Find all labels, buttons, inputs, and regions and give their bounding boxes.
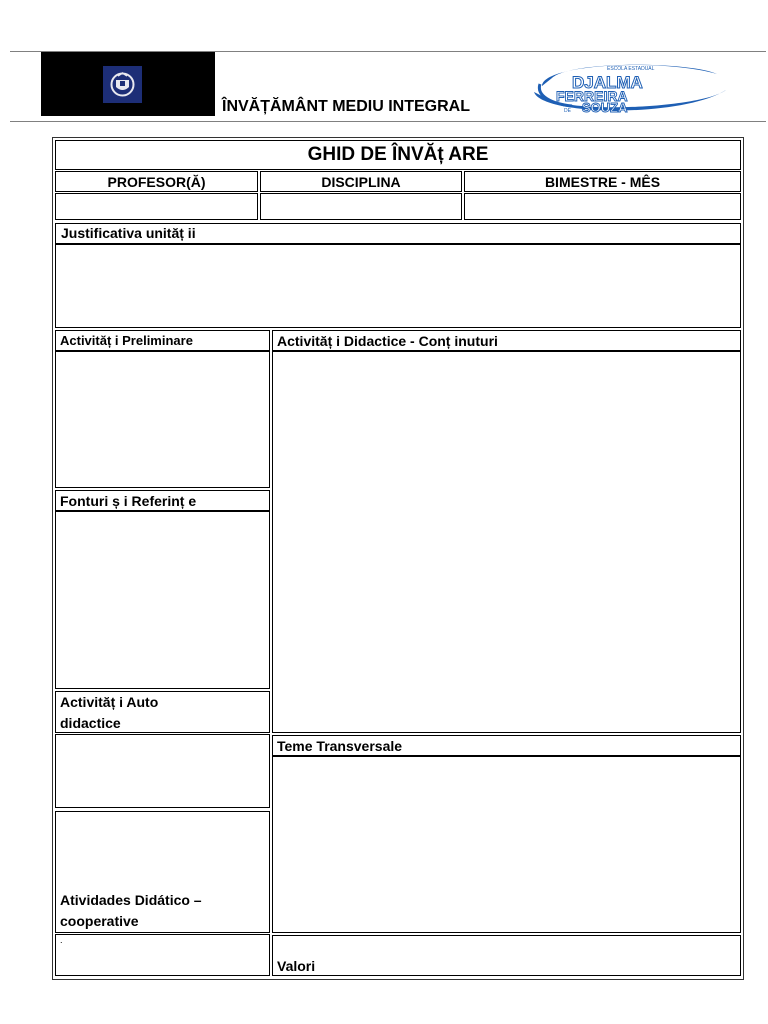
preliminare-header bbox=[55, 330, 270, 351]
school-logo-word-souza: SOUZA bbox=[582, 100, 628, 115]
form-title bbox=[55, 140, 741, 170]
valori-label: Valori bbox=[277, 958, 316, 974]
column-header-profesor bbox=[55, 171, 258, 192]
column-header-bimestre-label: BIMESTRE - MÊS bbox=[544, 173, 661, 190]
preliminare-field[interactable] bbox=[55, 351, 270, 488]
teme-header bbox=[272, 735, 741, 756]
school-logo-word-ferreira: FERREIRA bbox=[556, 88, 628, 104]
teme-field[interactable] bbox=[272, 756, 741, 933]
fonturi-label: Fonturi ș i Referinț e bbox=[60, 493, 197, 509]
header-bottom-rule bbox=[10, 121, 766, 122]
teme-label: Teme Transversale bbox=[277, 738, 403, 754]
column-header-disciplina-label: DISCIPLINA bbox=[321, 173, 401, 190]
column-header-disciplina bbox=[260, 171, 462, 192]
cooperative-cell bbox=[55, 811, 270, 933]
preliminare-label: Activităț i Preliminare bbox=[60, 333, 193, 348]
bimestre-field[interactable] bbox=[464, 193, 741, 220]
column-header-bimestre bbox=[464, 171, 741, 192]
fonturi-field[interactable] bbox=[55, 511, 270, 689]
auto-didactice-header bbox=[55, 691, 270, 733]
fonturi-header bbox=[55, 490, 270, 511]
school-logo-word-de: DE bbox=[564, 108, 571, 114]
valori-cell[interactable] bbox=[272, 935, 741, 976]
coat-of-arms-icon bbox=[103, 66, 142, 103]
form-title-text: GHID DE ÎNVĂț ARE bbox=[307, 144, 489, 165]
didactice-header bbox=[272, 330, 741, 351]
column-header-profesor-label: PROFESOR(Ă) bbox=[107, 173, 206, 190]
school-program-title: ÎNVĂȚĂMÂNT MEDIU INTEGRAL bbox=[222, 98, 470, 115]
didactice-label: Activităț i Didactice - Conț inuturi bbox=[277, 333, 498, 349]
school-logo-caption: ESCOLA ESTADUAL bbox=[607, 66, 655, 72]
auto-didactice-field[interactable] bbox=[55, 734, 270, 808]
justificativa-header bbox=[55, 223, 741, 244]
profesor-field[interactable] bbox=[55, 193, 258, 220]
justificativa-label: Justificativa unităț ii bbox=[61, 225, 196, 241]
cooperative-label: Atividades Didático – cooperative bbox=[60, 892, 202, 929]
auto-didactice-label: Activităț i Auto didactice bbox=[60, 694, 159, 731]
cooperative-field[interactable] bbox=[55, 934, 270, 976]
disciplina-field[interactable] bbox=[260, 193, 462, 220]
cooperative-dot: . bbox=[60, 935, 63, 945]
school-logo-word-djalma: DJALMA bbox=[572, 73, 643, 92]
justificativa-field[interactable] bbox=[55, 244, 741, 328]
school-logo bbox=[512, 56, 734, 118]
didactice-field[interactable] bbox=[272, 351, 741, 733]
